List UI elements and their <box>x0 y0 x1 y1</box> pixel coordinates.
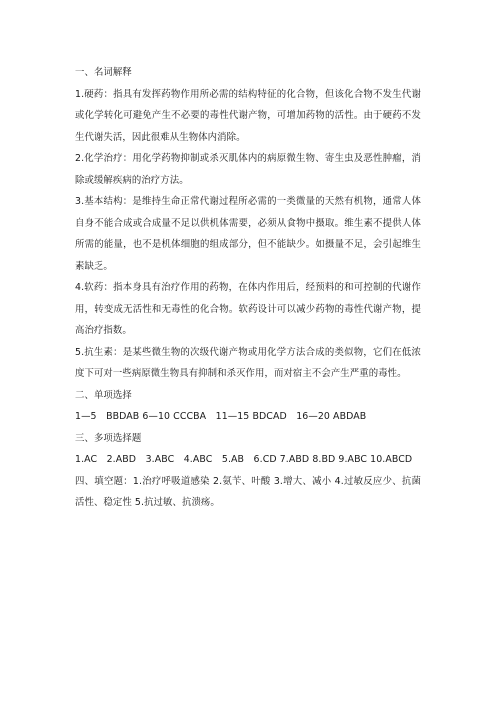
glossary-item-hard-drug: 1.硬药：指具有发挥药物作用所必需的结构特征的化合物，但该化合物不发生代谢或化学转化可避免产生不必要的毒性代谢产物，可增加药物的活性。由于硬药不发生代谢失活，因此很难从生物体内消除。 <box>75 88 421 143</box>
glossary-item-basic-structure: 3.基本结构：是维持生命正常代谢过程所必需的一类微量的天然有机物，通常人体自身不能合成或合成量不足以供机体需要，必须从食物中摄取。维生素不提供人体所需的能量，也不是机体细胞的组成部分，但不能缺少。如摄量不足，会引起维生素缺乏。 <box>75 196 421 272</box>
glossary-item-soft-drug: 4.软药：指本身具有治疗作用的药物，在体内作用后，经预料的和可控制的代谢作用，转变成无活性和无毒性的化合物。软药设计可以减少药物的毒性代谢产物，提高治疗指数。 <box>75 282 421 336</box>
fill-in-blank-answers: 四、填空题：1.治疗呼吸道感染 2.氨苄、叶酸 3.增大、减小 4.过敏反应少、抗菌活性、稳定性 5.抗过敏、抗溃疡。 <box>75 475 421 508</box>
multiple-choice-answers: 1.AC 2.ABD 3.ABC 4.ABC 5.AB 6.CD 7.ABD 8.BD 9.ABC 10.ABCD <box>75 454 413 465</box>
glossary-item-antibiotic: 5.抗生素：是某些微生物的次级代谢产物或用化学方法合成的类似物，它们在低浓度下可对一些病原微生物具有抑制和杀灭作用，而对宿主不会产生严重的毒性。 <box>75 346 421 379</box>
section-heading-multiple-choice: 三、多项选择题 <box>75 432 142 444</box>
document-body <box>75 62 421 514</box>
section-heading-single-choice: 二、单项选择 <box>75 389 132 401</box>
section-heading-glossary: 一、名词解释 <box>75 67 132 78</box>
single-choice-answers: 1—5 BBDAB 6—10 CCCBA 11—15 BDCAD 16—20 ABDAB <box>75 411 367 422</box>
glossary-item-chemotherapy: 2.化学治疗：用化学药物抑制或杀灭肌体内的病原微生物、寄生虫及恶性肿瘤，消除或缓解疾病的治疗方法。 <box>75 153 421 186</box>
